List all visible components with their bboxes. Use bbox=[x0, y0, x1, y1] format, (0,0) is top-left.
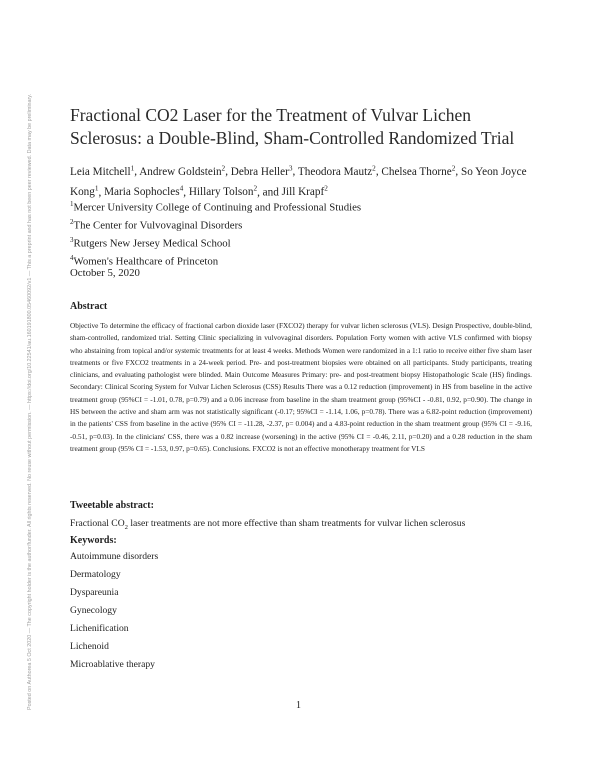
author-name: Debra Heller bbox=[230, 165, 289, 178]
author-affiliation-mark: 2 bbox=[253, 184, 258, 193]
tweetable-text bbox=[70, 518, 465, 531]
author-name: Hillary Tolson bbox=[188, 186, 254, 199]
page-number: 1 bbox=[296, 700, 301, 711]
author-affiliation-mark: 2 bbox=[451, 164, 456, 172]
author-affiliation-mark: 1 bbox=[94, 184, 99, 193]
author-affiliation-mark: 3 bbox=[288, 164, 293, 172]
affiliation-text: Mercer University College of Continuing and Professional Studies bbox=[73, 201, 362, 214]
author-name: Maria Sophocles bbox=[104, 186, 180, 199]
affiliation-number: 4 bbox=[70, 254, 74, 263]
keyword-item: Lichenification bbox=[70, 623, 129, 634]
tweetable-text-subscript: 2 bbox=[124, 523, 128, 531]
author bbox=[70, 166, 134, 178]
abstract-heading: Abstract bbox=[70, 301, 108, 312]
keyword-item: Gynecology bbox=[70, 605, 117, 616]
tweetable-text-after: laser treatments are not more effective than sham treatments for vulvar lichen sclerosus bbox=[127, 518, 466, 529]
author-affiliation-mark: 1 bbox=[130, 164, 135, 172]
affiliation-item bbox=[70, 215, 532, 233]
keyword-item: Microablative therapy bbox=[70, 659, 155, 670]
paper-title: Fractional CO2 Laser for the Treatment of Vulvar Lichen Sclerosus: a Double-Blind, Sham-Controlled Randomized Trial bbox=[70, 105, 515, 148]
author bbox=[298, 166, 376, 178]
author-name: Leia Mitchell bbox=[70, 165, 131, 178]
keywords-heading: Keywords: bbox=[70, 535, 117, 546]
author bbox=[139, 166, 225, 178]
author-affiliation-mark: 2 bbox=[221, 164, 226, 172]
keyword-list bbox=[70, 550, 158, 676]
author-affiliation-mark: 4 bbox=[179, 184, 184, 193]
keyword-item: Autoimmune disorders bbox=[70, 551, 159, 562]
author-list: Leia Mitchell$^1$, Andrew Goldstein$^2$, Debra Heller$^3$, Theodora Mautz$^2$, Chelsea Thorne$^2$, So Yeon Joyce Kong$^1$, Maria Sophocles$^4$, Hillary Tolson$^2$, and Jill Krapf$^2$ bbox=[70, 164, 527, 199]
preprint-notice: Posted on Authorea 5 Oct 2020 — The copyright holder is the author/funder. All rights reserved. No reuse without permission. — https://doi.org/10.22541/au.160191800.05460092/v1 — This a preprint and has not been peer reviewed. Data may be preliminary. bbox=[27, 93, 33, 710]
keyword-item: Lichenoid bbox=[70, 641, 109, 652]
affiliation-item bbox=[70, 233, 532, 251]
affiliation-item bbox=[70, 197, 532, 215]
author bbox=[231, 166, 293, 178]
affiliation-list bbox=[70, 197, 532, 269]
author-name: So Yeon Joyce Kong bbox=[70, 165, 527, 199]
affiliation-number: 3 bbox=[70, 236, 74, 245]
publication-date: October 5, 2020 bbox=[70, 267, 140, 279]
affiliation-number: 1 bbox=[70, 200, 74, 208]
tweetable-text-before: Fractional CO bbox=[70, 518, 125, 529]
author bbox=[381, 166, 455, 178]
affiliation-text: Rutgers New Jersey Medical School bbox=[73, 237, 231, 250]
preprint-sidebar bbox=[27, 90, 37, 730]
affiliation-text: The Center for Vulvovaginal Disorders bbox=[73, 219, 243, 232]
abstract-text: Objective To determine the efficacy of fractional carbon dioxide laser (FXCO2) therapy for vulvar lichen sclerosus (VLS). Design Prospective, double-blind, sham-controlled, randomized trial. Setting Clinic specializing in vulvovaginal disorders. Population Forty women with active VLS confirmed with biopsy who abstaining from topical and/or systemic treatments for at least 4 weeks. Methods Women were randomized in a 1:1 ratio to receive either five sham laser treatments or five FXCO2 treatments in a 24-week period. Pre- and post-treatment biopsies were obtained on all participants. Study participants, treating clinicians, and evaluating pathologist were blinded. Main Outcome Measures Primary: pre- and post-treatment biopsy Histopathologic Scale (HS) findings. Secondary: Clinical Scoring System for Vulvar Lichen Sclerosus (CSS) Results There was a 0.12 reduction (improvement) in HS from baseline in the active treatment group (95%CI = -1.01, 0.78, p=0.79) and a 0.06 increase from baseline in the sham treatment group (95%CI - -0.81, 0.92, p=0.90). The change in HS between the active and sham arm was not statistically significant (-0.17; 95%CI = -1.14, 1.06, p=0.78). There was a 6.82-point reduction (improvement) in the patients' CSS from baseline in the active (95% CI = -11.28, -2.37, p= 0.004) and a 4.83-point reduction in the sham treatment group (95% CI = -9.16, -0.51, p=0.03). In the clinicians' CSS, there was a 0.82 increase (worsening) in the active (95% CI = -0.46, 2.11, p=0.20) and a 0.28 reduction in the sham treatment group (95% CI = -1.53, 0.97, p=0.65). Conclusions. FXCO2 is not an effective monotherapy treatment for VLS bbox=[70, 321, 532, 453]
tweetable-heading: Tweetable abstract: bbox=[70, 500, 154, 511]
affiliation-text: Women's Healthcare of Princeton bbox=[73, 255, 219, 268]
author-affiliation-mark: 2 bbox=[372, 164, 376, 172]
author-name: Theodora Mautz bbox=[297, 165, 373, 178]
author-name: Chelsea Thorne bbox=[381, 165, 452, 178]
author-affiliation-mark: 2 bbox=[324, 184, 328, 193]
keyword-item: Dermatology bbox=[70, 569, 121, 580]
author-name: Jill Krapf bbox=[281, 186, 325, 199]
author-name: Andrew Goldstein bbox=[139, 165, 222, 178]
affiliation-number: 2 bbox=[70, 218, 74, 227]
keyword-item: Dyspareunia bbox=[70, 587, 119, 598]
